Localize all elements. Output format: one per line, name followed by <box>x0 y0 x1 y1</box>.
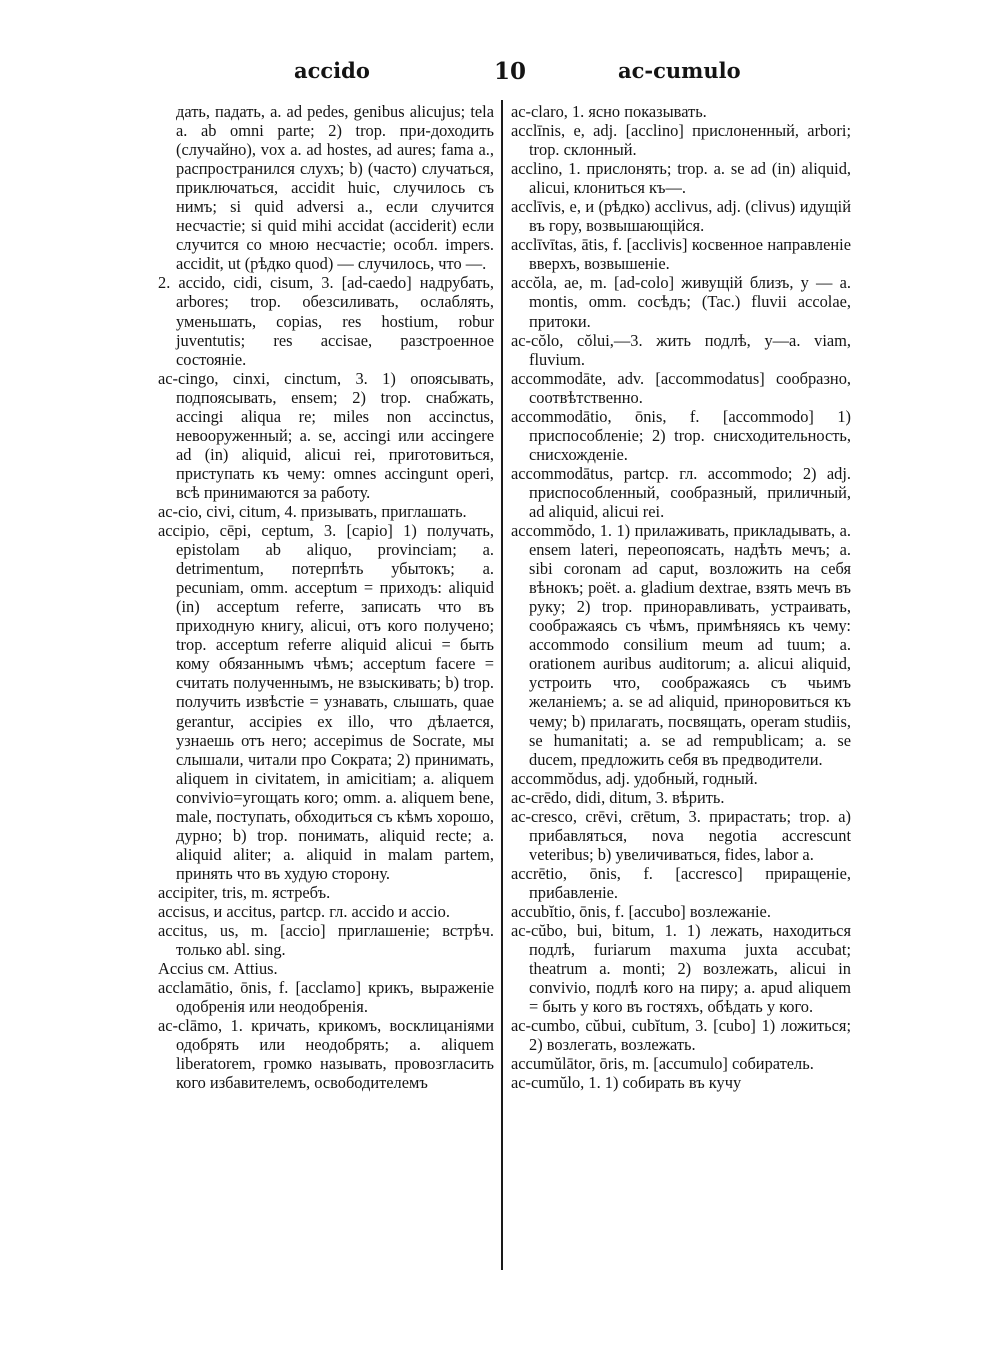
dictionary-entry: accipiter, tris, m. ястребъ. <box>158 882 331 902</box>
dictionary-entry: acclino, 1. прислонять; trop. a. se ad (in) aliquid, alicui, клониться къ—. <box>511 159 851 198</box>
dictionary-entry: ac-cio, civi, citum, 4. призывать, приглашать. <box>158 501 467 521</box>
dictionary-entry: ac-cŏlo, cŏlui,—3. жить подлѣ, у—a. viam, fluvium. <box>511 330 851 369</box>
dictionary-entry: ac-cumŭlo, 1. 1) собирать въ кучу <box>511 1073 742 1093</box>
dictionary-entry: ac-cumbo, cŭbui, cubĭtum, 3. [cubo] 1) ложиться; 2) возлегать, возлежать. <box>511 1016 851 1055</box>
dictionary-entry: accumŭlātor, ōris, m. [accumulo] собиратель. <box>511 1054 814 1074</box>
dictionary-entry: accitus, us, m. [accio] приглашеніе; встрѣч. только abl. sing. <box>158 921 494 960</box>
dictionary-entry: дать, падать, a. ad pedes, genibus alicujus; tela a. ab omni parte; 2) trop. при-доходить (случайно), vox a. ad hostes, ad aures; fama a., распространился слухъ; b) (часто) случаться, приключаться, accidit huic, случилось съ нимъ; si quid adversi a., если случится несчастіе; si quid mihi accidat (acciderit) если случится со мною несчастіе; особл. impers. accidit, ut (рѣдко quod) — случилось, что —. <box>176 102 494 274</box>
dictionary-entry: 2. accido, cidi, cisum, 3. [ad-caedo] надрубать, arbores; trop. обезсиливать, ослаблять, уменьшать, copias, res hostium, robur juventutis; res accisae, разстроенное состояніе. <box>158 273 494 369</box>
running-head <box>0 58 1000 92</box>
header-first-word: accido <box>294 58 370 83</box>
dictionary-entry: ac-cingo, cinxi, cinctum, 3. 1) опоясывать, подпоясывать, ensem; 2) trop. снабжать, accingi aliqua re; miles non accinctus, невооруженный; a. se, accingi или accingere ad (in) aliquid, alicui rei, приготовиться, приступать къ чему: omnes accingunt operi, всѣ принимаются за работу. <box>158 368 494 502</box>
right-column <box>511 102 851 1092</box>
dictionary-entry: ac-cresco, crēvi, crētum, 3. прирастать; trop. a) прибавляться, nova negotia accrescunt veteribus; b) увеличиваться, fides, labor a. <box>511 806 851 864</box>
dictionary-entry: accubĭtio, ōnis, f. [accubo] возлежаніе. <box>511 901 771 921</box>
dictionary-entry: acclīvītas, ātis, f. [acclivis] косвенное направленіе вверхъ, возвышеніе. <box>511 235 851 274</box>
dictionary-entry: ac-claro, 1. ясно показывать. <box>511 102 707 121</box>
dictionary-entry: accommŏdus, adj. удобный, годный. <box>511 768 758 788</box>
column-divider <box>501 100 503 1270</box>
dictionary-entry: accommodātio, ōnis, f. [accommodo] 1) приспособленіе; 2) trop. снисходительность, снисхожденіе. <box>511 406 851 464</box>
dictionary-entry: acclīvis, e, и (рѣдко) acclivus, adj. (clivus) идущій въ гору, возвышающійся. <box>511 197 851 236</box>
dictionary-entry: acclamātio, ōnis, f. [acclamo] крикъ, выраженіе одобренія или неодобренія. <box>158 978 494 1017</box>
dictionary-entry: accisus, и accitus, partcp. гл. accido и accio. <box>158 901 450 921</box>
dictionary-entry: accommodātus, partcp. гл. accommodo; 2) adj. приспособленный, сообразный, приличный, ad aliquid, alicui rei. <box>511 463 851 521</box>
page-number: 10 <box>494 58 527 85</box>
header-last-word: ac-cumulo <box>618 58 741 83</box>
dictionary-entry: accommŏdo, 1. 1) прилаживать, прикладывать, a. ensem lateri, переопоясать, надѣть мечъ; a. sibi coronam ad caput, возложить на себя вѣнокъ; poët. a. gladium dextrae, взять мечъ въ руку; 2) trop. приноравливать, устраивать, соображаясь съ чѣмъ, примѣняясь къ чему: accommodo consilium meum ad tuum; a. orationem auribus auditorum; a. alicui aliquid, устроить что, соображаясь съ чьимъ желаніемъ; a. se ad aliquid, приноровиться къ чему; b) прилагать, посвящать, operam studiis, se humanitati; a. se ad rempublicam; a. se ducem, предложить себя въ предводители. <box>511 521 851 769</box>
left-column <box>158 102 494 1092</box>
dictionary-entry: acclīnis, e, adj. [acclino] прислоненный, arbori; trop. склонный. <box>511 121 851 160</box>
dictionary-entry: ac-crēdo, didi, ditum, 3. вѣрить. <box>511 787 725 807</box>
dictionary-entry: ac-cŭbo, bui, bitum, 1. 1) лежать, находиться подлѣ, furiarum maxuma juxta accubat; theatrum a. monti; 2) возлежать, alicui in convivio, подлѣ кого на пиру; a. apud aliquem = быть у кого въ гостяхъ, обѣдать у кого. <box>511 921 851 1017</box>
dictionary-entry: accrētio, ōnis, f. [accresco] приращеніе, прибавленіе. <box>511 863 851 902</box>
dictionary-entry: accipio, cēpi, ceptum, 3. [capio] 1) получать, epistolam ab aliquo, provinciam; a. detrimentum, потерпѣть убытокъ; a. pecuniam, omm. acceptum = приходъ: aliquid (in) acceptum referre, записать что въ приходную книгу, alicui, отъ кого получено; trop. acceptum referre aliquid alicui = быть кому обязаннымъ чѣмъ; acceptum facere = считать полученнымъ, не взыскивать; b) trop. получить извѣстіе = узнавать, слышать, quae gerantur, accipies ex illo, что дѣлается, узнаешь отъ него; accepimus de Socrate, мы слышали, читали про Сократа; 2) принимать, aliquem in civitatem, in amicitiam; a. aliquem convivio=угощать кого; omm. a. aliquem bene, male, поступать, обходиться съ кѣмъ хорошо, дурно; b) trop. понимать, aliquid recte; a. aliquid aliter; a. aliquid in malam partem, принять что въ худую сторону. <box>158 521 494 883</box>
dictionary-entry: accommodāte, adv. [accommodatus] сообразно, соотвѣтственно. <box>511 368 851 407</box>
dictionary-entry: accŏla, ae, m. [ad-colo] живущій близъ, у — a. montis, omm. сосѣдъ; (Tac.) fluvii accolae, притоки. <box>511 273 851 331</box>
dictionary-entry: ac-clāmo, 1. кричать, крикомъ, восклицаніями одобрять или неодобрять; a. aliquem liberatorem, громко называть, провозгласить кого избавителемъ, освободителемъ <box>158 1016 494 1093</box>
dictionary-entry: Accius см. Attius. <box>158 959 278 979</box>
